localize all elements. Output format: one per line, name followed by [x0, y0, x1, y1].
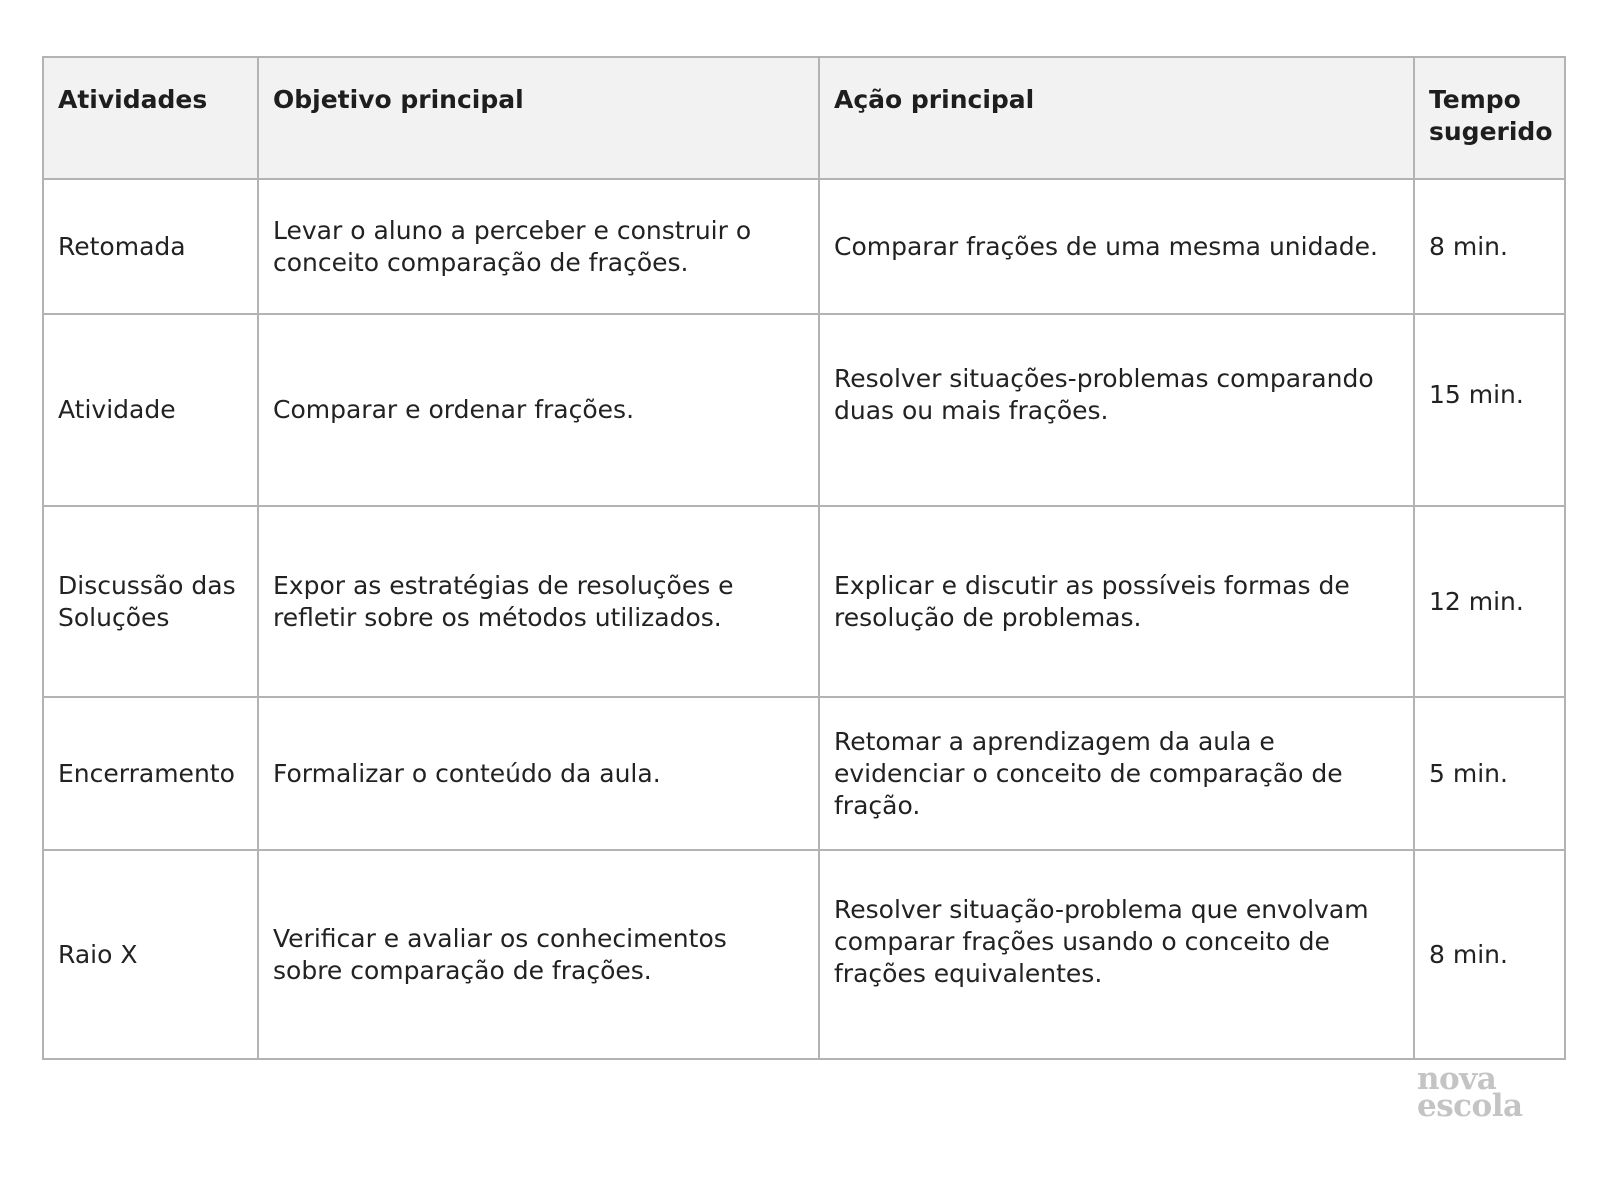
table-row: [43, 506, 1565, 697]
nova-escola-logo: [1417, 1061, 1537, 1124]
cell-objetivo: Expor as estratégias de resoluções e refletir sobre os métodos utilizados.: [258, 506, 819, 697]
table-header-row: [43, 57, 1565, 179]
cell-acao: Resolver situação-problema que envolvam comparar frações usando o conceito de frações equivalentes.: [819, 850, 1414, 1059]
lesson-plan-table: [42, 56, 1566, 1060]
cell-tempo: 5 min.: [1414, 697, 1565, 850]
cell-acao: Explicar e discutir as possíveis formas de resolução de problemas.: [819, 506, 1414, 697]
header-atividades: Atividades: [43, 57, 258, 179]
cell-acao: Comparar frações de uma mesma unidade.: [819, 179, 1414, 314]
cell-tempo: 15 min.: [1414, 314, 1565, 506]
cell-atividade: Encerramento: [43, 697, 258, 850]
cell-atividade: Raio X: [43, 850, 258, 1059]
cell-tempo: 8 min.: [1414, 850, 1565, 1059]
cell-objetivo: Levar o aluno a perceber e construir o conceito comparação de frações.: [258, 179, 819, 314]
cell-acao: Resolver situações-problemas comparando duas ou mais frações.: [819, 314, 1414, 506]
cell-atividade: Retomada: [43, 179, 258, 314]
cell-objetivo: Comparar e ordenar frações.: [258, 314, 819, 506]
header-tempo-sugerido: Tempo sugerido: [1414, 57, 1565, 179]
cell-atividade: Atividade: [43, 314, 258, 506]
cell-objetivo: Verificar e avaliar os conhecimentos sobre comparação de frações.: [258, 850, 819, 1059]
cell-tempo: 12 min.: [1414, 506, 1565, 697]
logo-line-nova: nova: [1417, 1061, 1497, 1097]
cell-objetivo: Formalizar o conteúdo da aula.: [258, 697, 819, 850]
cell-atividade: Discussão das Soluções: [43, 506, 258, 697]
cell-acao: Retomar a aprendizagem da aula e evidenciar o conceito de comparação de fração.: [819, 697, 1414, 850]
table-row: [43, 314, 1565, 506]
logo-line-escola: escola: [1417, 1088, 1523, 1124]
header-objetivo-principal: Objetivo principal: [258, 57, 819, 179]
table-row: [43, 850, 1565, 1059]
table-row: [43, 697, 1565, 850]
table-row: [43, 179, 1565, 314]
cell-tempo: 8 min.: [1414, 179, 1565, 314]
header-acao-principal: Ação principal: [819, 57, 1414, 179]
